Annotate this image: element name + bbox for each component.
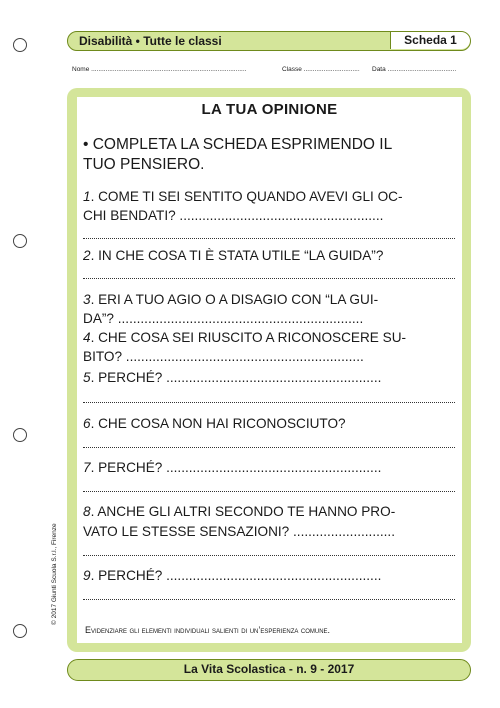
answer-line <box>83 545 455 556</box>
answer-line <box>83 392 455 403</box>
answer-line <box>83 228 455 239</box>
question-line: CHI BENDATI? ...................................................... <box>83 208 384 223</box>
category-label: Disabilità • Tutte le classi <box>79 34 222 48</box>
copyright-credit: © 2017 Giunti Scuola S.r.l., Firenze <box>51 523 58 625</box>
date-field: Data ...................................... <box>372 66 457 73</box>
answer-line <box>83 437 455 448</box>
question-line: 4. CHE COSA SEI RIUSCITO A RICONOSCERE SU- <box>83 330 407 345</box>
question-line: 3. ERI A TUO AGIO O A DISAGIO CON “LA GUI- <box>83 292 379 307</box>
question-line: 6. CHE COSA NON HAI RICONOSCIUTO? <box>83 416 346 431</box>
question-line: 5. PERCHÉ? ......................................................... <box>83 370 382 385</box>
answer-line <box>83 481 455 492</box>
binder-hole <box>13 624 27 638</box>
worksheet-title: LA TUA OPINIONE <box>201 101 338 118</box>
question-line: DA”? ................................................................. <box>83 311 364 326</box>
question-line: 7. PERCHÉ? ......................................................... <box>83 460 382 475</box>
question-line: 8. ANCHE GLI ALTRI SECONDO TE HANNO PRO- <box>83 504 396 519</box>
question-line: 2. IN CHE COSA TI È STATA UTILE “LA GUIDA”? <box>83 248 384 263</box>
header-bar <box>67 31 471 51</box>
binder-hole <box>13 428 27 442</box>
teacher-note: Evidenziare gli elementi individuali salienti di un’esperienza comune. <box>85 625 331 635</box>
answer-line <box>83 589 455 600</box>
intro-line: TUO PENSIERO. <box>83 156 205 173</box>
question-line: VATO LE STESSE SENSAZIONI? ........................... <box>83 524 395 539</box>
intro-line: • COMPLETA LA SCHEDA ESPRIMENDO IL <box>83 136 393 153</box>
binder-hole <box>13 38 27 52</box>
question-line: BITO? ............................................................... <box>83 349 364 364</box>
student-fields <box>72 66 472 78</box>
binder-hole <box>13 234 27 248</box>
sheet-label: Scheda 1 <box>390 32 470 49</box>
footer-bar: La Vita Scolastica - n. 9 - 2017 <box>67 659 471 681</box>
worksheet-panel <box>77 97 462 643</box>
class-field: Classe ............................... <box>282 66 360 73</box>
name-field: Nome ...................................................................................... <box>72 66 247 73</box>
question-line: 1. COME TI SEI SENTITO QUANDO AVEVI GLI OC- <box>83 189 403 204</box>
question-line: 9. PERCHÉ? ......................................................... <box>83 568 382 583</box>
answer-line <box>83 268 455 279</box>
